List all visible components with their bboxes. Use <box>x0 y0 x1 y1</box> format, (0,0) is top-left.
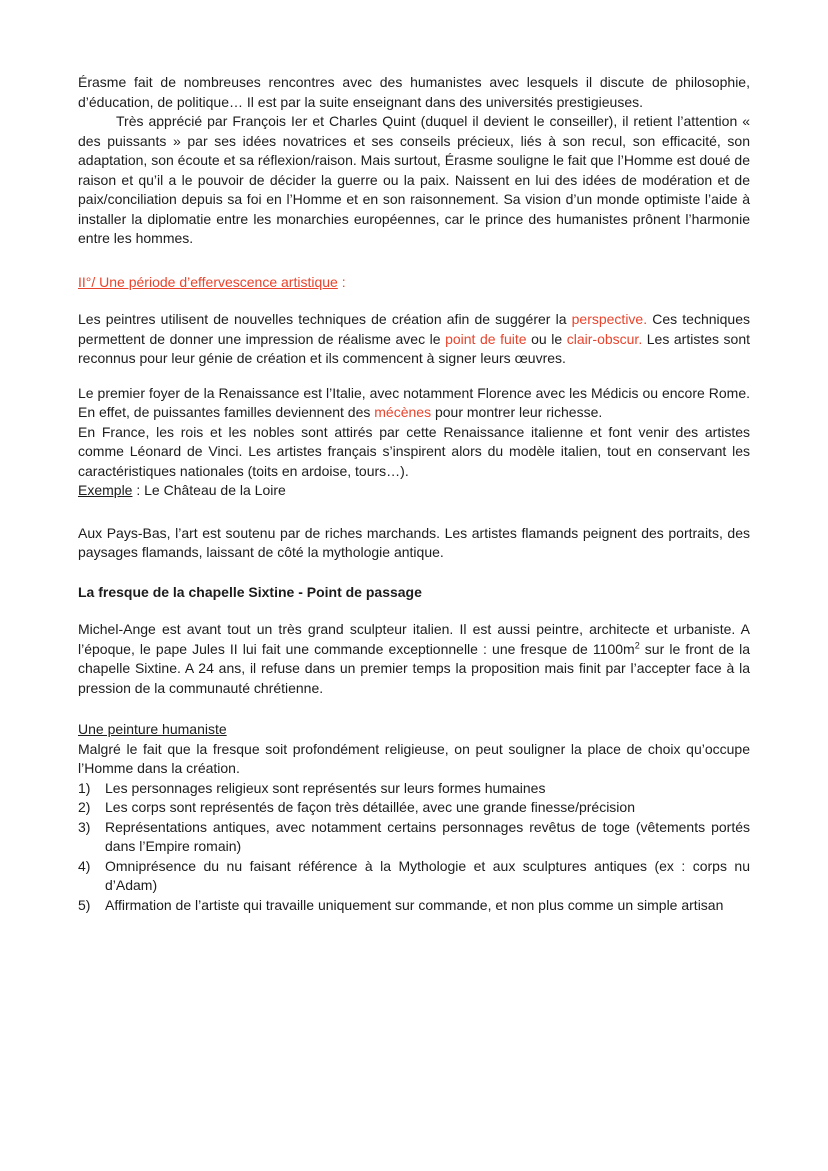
list-item-number: 5) <box>78 896 91 913</box>
list-item-text: Omniprésence du nu faisant référence à la Mythologie et aux sculptures antiques (ex : corps nu d’Adam) <box>105 857 750 893</box>
list-item-number: 2) <box>78 799 91 815</box>
exemple-label: Exemple <box>78 482 133 498</box>
list-item <box>78 779 750 799</box>
line-exemple <box>78 481 750 501</box>
michel-ange-text-1: Michel-Ange est avant tout un très grand sculpteur italien. Il est aussi peintre, architecte et urbaniste. A l’époque, le pape Jules II lui fait une commande exceptionnelle : une fresque de 1100m <box>78 621 750 657</box>
techniques-text-1: Les peintres utilisent de nouvelles techniques de création afin de suggérer la <box>78 311 572 327</box>
paragraph-techniques <box>78 310 750 369</box>
list-item-number: 3) <box>78 818 91 835</box>
techniques-text-2: Ces techniques permettent de donner une impression de réalisme avec le <box>78 311 750 347</box>
keyword-perspective: perspective. <box>571 311 648 327</box>
paragraph-erasme-puissants: Très apprécié par François Ier et Charles Quint (duquel il devient le conseiller), il retient l’attention « des puissants » par ses idées novatrices et ses conseils précieux, liés à son recul, son efficacité, son adaptation, son écoute et sa réflexion/raison. Mais surtout, Érasme souligne le fait que l’Homme est doué de raison et qu’il a le pouvoir de décider la guerre ou la paix. Naissent en lui des idées de modération et de paix/conciliation depuis sa foi en l’Homme et en son raisonnement. Sa vision d’un monde optimiste l’aide à installer la diplomatie entre les monarchies européennes, car le prince des humanistes prônent l’harmonie entre les hommes. <box>78 113 750 246</box>
paragraph-pays-bas: Aux Pays-Bas, l’art est soutenu par de riches marchands. Les artistes flamands peignent des portraits, des paysages flamands, laissant de côté la mythologie antique. <box>78 524 750 560</box>
list-item-text: Les corps sont représentés de façon très détaillée, avec une grande finesse/précision <box>105 799 635 815</box>
list-item <box>78 818 750 857</box>
list-item-text: Affirmation de l’artiste qui travaille uniquement sur commande, et non plus comme un simple artisan <box>105 896 724 913</box>
section-heading-text: II°/ Une période d’effervescence artistique <box>78 273 338 290</box>
techniques-text-3: ou le <box>526 330 567 347</box>
paragraph-michel-ange <box>78 620 750 698</box>
superscript-2: 2 <box>634 639 640 650</box>
keyword-mecenes: mécènes <box>374 404 432 420</box>
techniques-text-4: Les artistes sont reconnus pour leur génie de création et ils commencent à signer leurs œuvres. <box>78 330 751 366</box>
paragraph-france: En France, les rois et les nobles sont attirés par cette Renaissance italienne et font venir des artistes comme Léonard de Vinci. Les artistes français s’inspirent alors du modèle italien, tout en conservant les caractéristiques nationales (toits en ardoise, tours…). <box>78 423 750 479</box>
section-heading-colon: : <box>337 273 346 290</box>
list-item <box>78 857 750 896</box>
list-item-number: 1) <box>78 779 91 796</box>
numbered-list <box>78 779 750 916</box>
italie-text-1: Le premier foyer de la Renaissance est l’Italie, avec notamment Florence avec les Médicis ou encore Rome. En effet, de puissantes familles deviennent des <box>78 384 750 420</box>
italie-text-2: pour montrer leur richesse. <box>431 404 603 420</box>
paragraph-group-foyers <box>78 384 750 501</box>
list-item <box>78 798 750 818</box>
heading-fresque-sixtine: La fresque de la chapelle Sixtine - Point de passage <box>78 583 422 600</box>
list-item-text: Représentations antiques, avec notamment certains personnages revêtus de toge (vêtements portés dans l’Empire romain) <box>105 818 750 854</box>
list-item-number: 4) <box>78 857 91 874</box>
subheading-peinture-humaniste: Une peinture humaniste <box>78 721 227 737</box>
section-heading-effervescence <box>78 273 750 293</box>
keyword-point-de-fuite: point de fuite <box>445 330 527 347</box>
section-peinture-humaniste <box>78 720 750 915</box>
michel-ange-text-2: sur le front de la chapelle Sixtine. A 24 ans, il refuse dans un premier temps la proposition mais finit par l’accepter face à la pression de la communauté chrétienne. <box>78 640 751 696</box>
paragraph-erasme-rencontres: Érasme fait de nombreuses rencontres avec des humanistes avec lesquels il discute de philosophie, d’éducation, de politique… Il est par la suite enseignant dans des universités prestigieuses. <box>78 74 750 110</box>
list-item-text: Les personnages religieux sont représentés sur leurs formes humaines <box>105 779 546 796</box>
keyword-clair-obscur: clair-obscur. <box>566 330 643 347</box>
paragraph-malgre: Malgré le fait que la fresque soit profondément religieuse, on peut souligner la place de choix qu’occupe l’Homme dans la création. <box>78 740 750 776</box>
paragraph-italie <box>78 384 750 423</box>
list-item <box>78 896 750 916</box>
exemple-text: : Le Château de la Loire <box>132 482 286 498</box>
